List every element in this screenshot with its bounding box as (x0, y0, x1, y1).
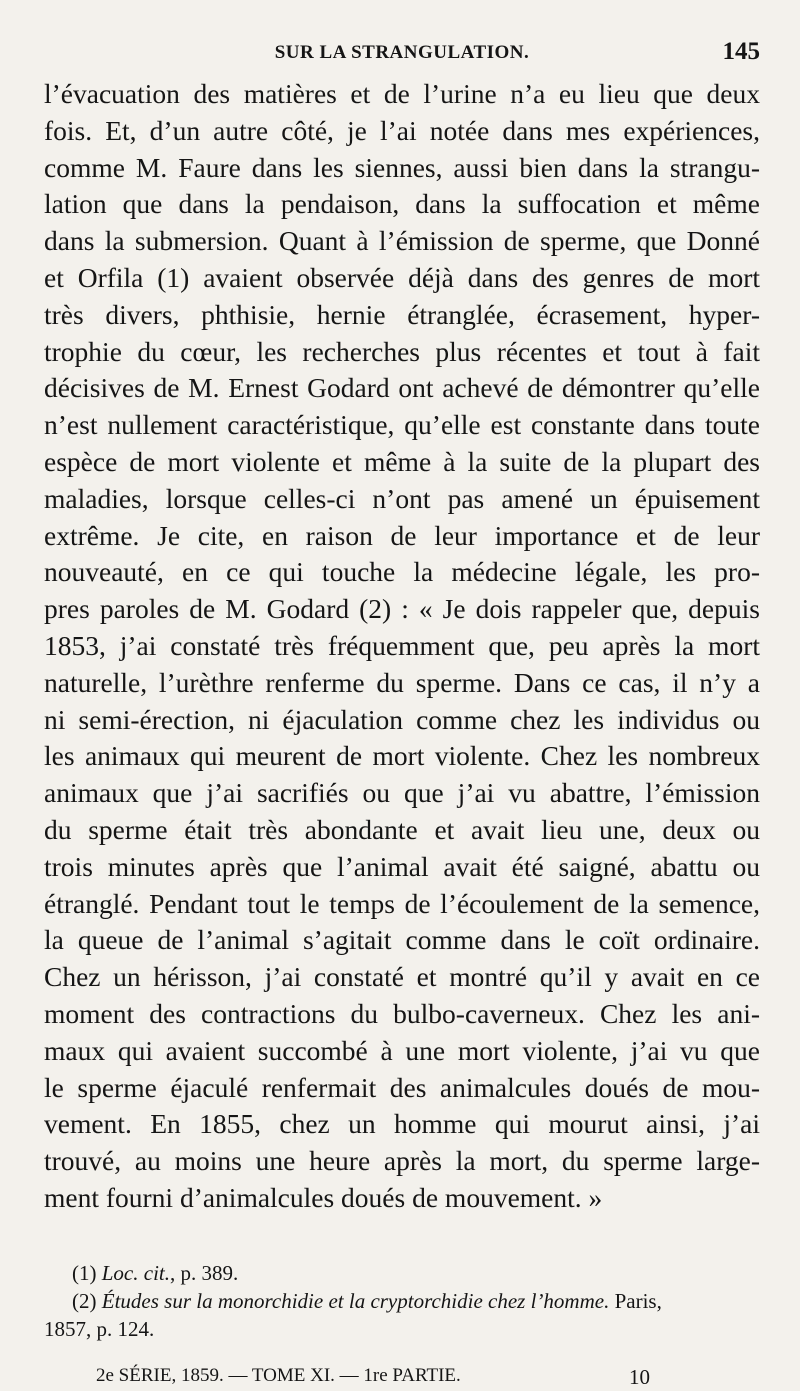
signature-line: 2e SÉRIE, 1859. — TOME XI. — 1re PARTIE. (96, 1364, 461, 1386)
running-title: SUR LA STRANGULATION. (274, 42, 530, 63)
text-line: lation que dans la pendaison, dans la suffocation et même (44, 188, 760, 220)
text-line: la queue de l’animal s’agitait comme dans le coït ordinaire. (44, 924, 760, 956)
text-line: naturelle, l’urèthre renferme du sperme. Dans ce cas, il n’y a (44, 666, 760, 698)
text-line: décisives de M. Ernest Godard ont achevé de démontrer qu’elle (44, 372, 760, 404)
text-line: animaux que j’ai sacrifiés ou que j’ai vu abattre, l’émission (44, 777, 760, 809)
text-line: le sperme éjaculé renfermait des animalcules doués de mou- (44, 1071, 760, 1103)
text-line: du sperme était très abondante et avait lieu une, deux ou (44, 813, 760, 845)
text-line: ni semi-érection, ni éjaculation comme chez les individus ou (44, 703, 760, 735)
text-line: trouvé, au moins une heure après la mort, du sperme large- (44, 1145, 760, 1177)
text-line: maladies, lorsque celles-ci n’ont pas amené un épuisement (44, 482, 760, 514)
running-header (44, 36, 760, 76)
page-number: 145 (722, 38, 760, 65)
text-line: les animaux qui meurent de mort violente. Chez les nombreux (44, 740, 760, 772)
text-line: fois. Et, d’un autre côté, je l’ai notée dans mes expériences, (44, 114, 760, 146)
footnote-1 (44, 1259, 760, 1287)
footnote-2-place: Paris, (609, 1288, 662, 1313)
text-line: et Orfila (1) avaient observée déjà dans des genres de mort (44, 261, 760, 293)
text-line: étranglé. Pendant tout le temps de l’écoulement de la semence, (44, 887, 760, 919)
sheet-number: 10 (629, 1364, 650, 1389)
text-line: comme M. Faure dans les siennes, aussi bien dans la strangu- (44, 151, 760, 183)
text-line: 1853, j’ai constaté très fréquemment que, peu après la mort (44, 629, 760, 661)
footnote-1-rest: , p. 389. (170, 1260, 239, 1285)
text-line: moment des contractions du bulbo-caverneux. Chez les ani- (44, 997, 760, 1029)
text-line: trois minutes après que l’animal avait été saigné, abattu ou (44, 850, 760, 882)
text-line: n’est nullement caractéristique, qu’elle est constante dans toute (44, 409, 760, 441)
body-text (44, 76, 760, 1217)
text-line: pres paroles de M. Godard (2) : « Je dois rappeler que, depuis (44, 593, 760, 625)
text-line: maux qui avaient succombé à une mort violente, j’ai vu que (44, 1034, 760, 1066)
text-line: espèce de mort violente et même à la suite de la plupart des (44, 445, 760, 477)
text-line: dans la submersion. Quant à l’émission de sperme, que Donné (44, 225, 760, 257)
text-line: Chez un hérisson, j’ai constaté et montré qu’il y avait en ce (44, 961, 760, 993)
footnote-2-continuation: 1857, p. 124. (44, 1316, 155, 1341)
text-line: très divers, phthisie, hernie étranglée, écrasement, hyper- (44, 298, 760, 330)
footnote-2-marker: (2) (72, 1288, 97, 1313)
text-line: l’évacuation des matières et de l’urine n’a eu lieu que deux (44, 78, 760, 109)
footnotes (44, 1259, 760, 1343)
footnote-2 (44, 1287, 760, 1315)
text-line: trophie du cœur, les recherches plus récentes et tout à fait (44, 335, 760, 367)
text-line: extrême. Je cite, en raison de leur importance et de leur (44, 519, 760, 551)
text-line: nouveauté, en ce qui touche la médecine légale, les pro- (44, 556, 760, 588)
footnote-1-marker: (1) (72, 1260, 97, 1285)
footnote-2-title: Études sur la monorchidie et la cryptorchidie chez l’homme. (101, 1288, 610, 1313)
text-line: ment fourni d’animalcules doués de mouvement. » (44, 1181, 603, 1213)
footnote-1-ref: Loc. cit. (101, 1260, 170, 1285)
text-line: vement. En 1855, chez un homme qui mourut ainsi, j’ai (44, 1108, 760, 1140)
page-footer (44, 1365, 760, 1391)
